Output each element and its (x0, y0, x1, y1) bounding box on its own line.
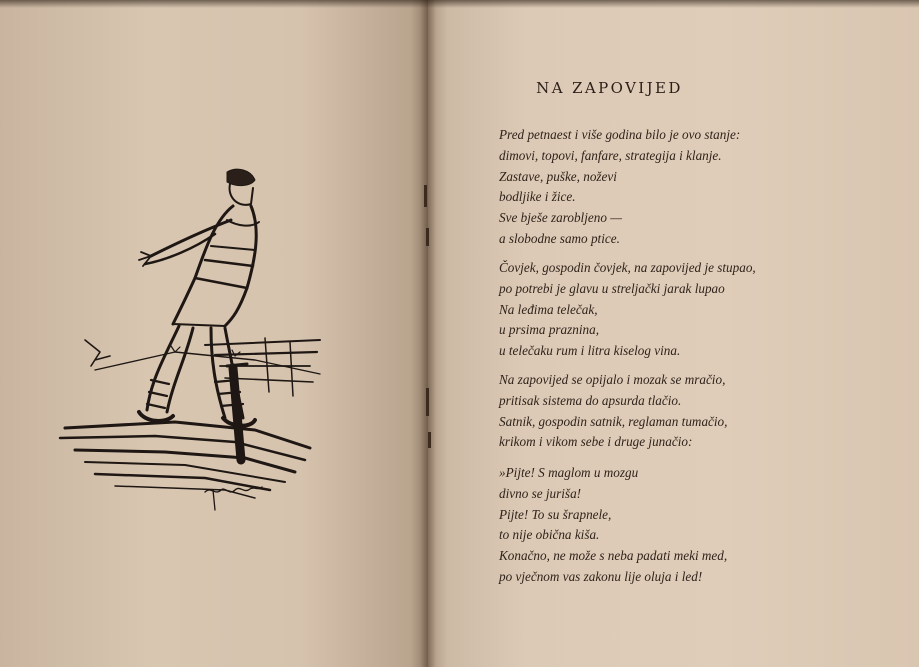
poem-line: Na leđima telečak, (499, 301, 598, 317)
poem-line: u prsima praznina, (499, 322, 600, 338)
poem-line: Pred petnaest i više godina bilo je ovo stanje: (499, 127, 741, 142)
stanza-1 (499, 125, 740, 250)
top-shadow (0, 0, 919, 8)
poem-line: krikom i vikom sebe i druge junačio: (499, 434, 693, 450)
poem-line: u telečaku rum i litra kiselog vina. (499, 343, 681, 359)
poem-line: Na zapovijed se opijalo i mozak se mračio, (499, 372, 726, 387)
poem-line: pritisak sistema do apsurda tlačio. (499, 392, 682, 408)
binding-thread-mark (428, 432, 431, 448)
poem-line: divno se juriša! (499, 485, 582, 501)
stanza-4 (499, 463, 727, 588)
poem-line: po potrebi je glavu u streljački jarak lupao (499, 280, 725, 296)
poem-line: to nije obična kiša. (499, 527, 600, 543)
binding-thread-mark (426, 228, 429, 246)
binding-thread-mark (426, 388, 429, 416)
binding-thread-mark (424, 185, 427, 207)
stanza-2 (499, 258, 756, 362)
poem-line: po vječnom vas zakonu lije oluja i led! (499, 568, 703, 584)
poem-line: Zastave, puške, noževi (499, 168, 617, 184)
poem-line: dimovi, topovi, fanfare, strategija i klanje. (499, 147, 722, 163)
poem-line: Konačno, ne može s neba padati meki med, (499, 548, 728, 564)
poem-line: Čovjek, gospodin čovjek, na zapovijed je stupao, (499, 260, 756, 275)
book-gutter (420, 0, 436, 667)
soldier-sketch-illustration (55, 160, 335, 520)
stanza-3 (499, 370, 727, 453)
poem-line: bodljike i žice. (499, 189, 576, 205)
poem-line: Satnik, gospodin satnik, reglaman tumačio, (499, 413, 728, 429)
poem-line: Pijte! To su šrapnele, (499, 506, 612, 522)
poem-line: Sve bješe zarobljeno — (499, 210, 622, 226)
poem-title: NA ZAPOVIJED (536, 79, 683, 97)
poem-line: »Pijte! S maglom u mozgu (499, 465, 639, 480)
poem-line: a slobodne samo ptice. (499, 230, 620, 246)
